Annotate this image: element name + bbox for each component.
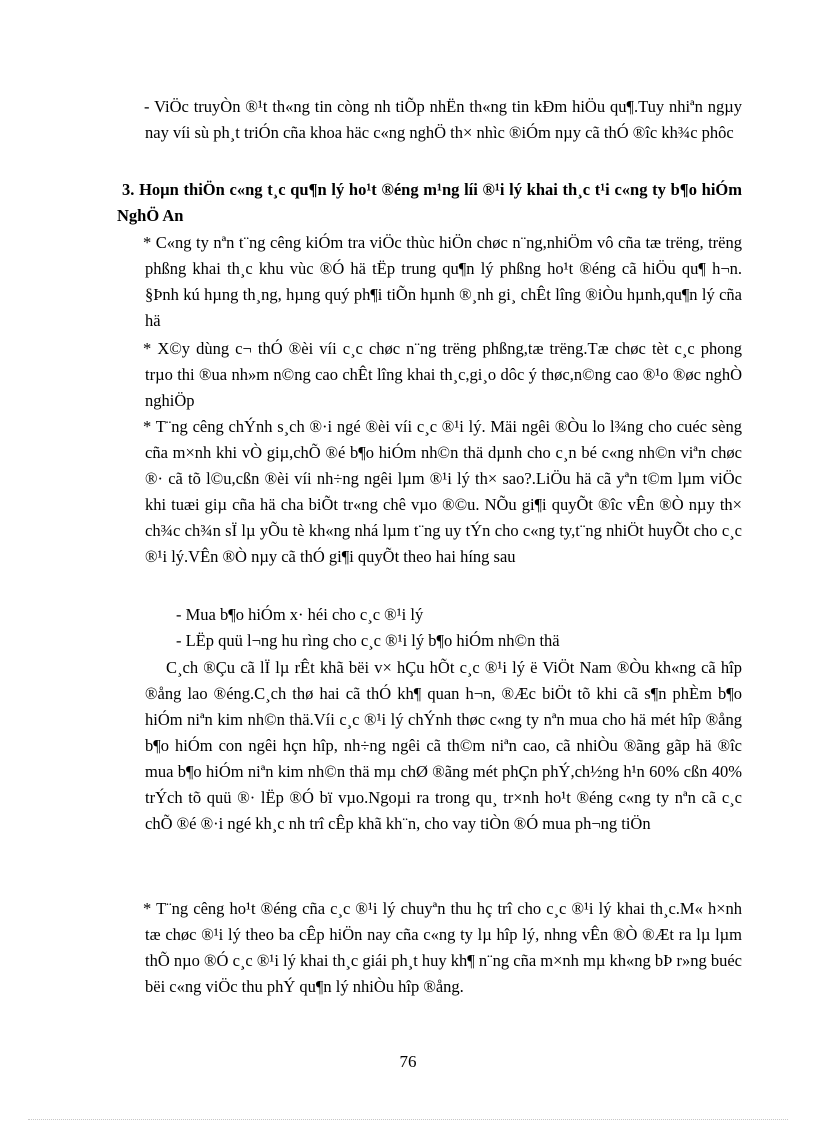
page-number: 76: [399, 1052, 417, 1071]
page-bottom-divider: [28, 1119, 788, 1120]
paragraph-transmission: - ViÖc truyÒn ®¹t th«ng tin còng nh tiÕp nhËn th«ng tin kÐm hiÖu qu¶.Tuy nhiªn ngµy nay víi sù ph¸t triÓn cña khoa häc c«ng nghÖ th× nhìc ®iÓm nµy cã thÓ ®îc kh¾c phôc: [144, 97, 742, 142]
paragraph-first-method: C¸ch ®Çu cã lÏ lµ rÊt khã bëi v× hÇu hÕt c¸c ®¹i lý ë ViÖt Nam ®Òu kh«ng cã hîp ®ång lao ®éng.C¸ch thø hai cã thÓ kh¶ quan h¬n, ®Æc biÖt tõ khi cã s¶n phÈm b¶o hiÓm niªn kim nh©n thä.Víi c¸c ®¹i lý chÝnh thøc c«ng ty nªn mua cho hä mét hîp ®ång b¶o hiÓm con ngêi hçn hîp, nh÷ng ngêi cã th©m niªn cao, cã nhiÒu ®ãng gãp hä ®îc mua b¶o hiÓm niªn kim nh©n thä mµ chØ ®ãng mét phÇn phÝ,ch½ng h¹n 60% cßn 40% trÝch tõ quü ®· lËp ®Ó bï vµo.Ngoµi ra trong qu¸ tr×nh ho¹t ®éng c«ng ty nªn cã c¸c chÕ ®é ®·i ngé kh¸c nh trî cÊp khã kh¨n, cho vay tiÒn ®Ó mua ph¬ng tiÖn: [145, 658, 742, 833]
paragraph-inspection: * C«ng ty nªn t¨ng cêng kiÓm tra viÖc thùc hiÖn chøc n¨ng,nhiÖm vô cña tæ trëng, trëng phßng khai th¸c khu vùc ®Ó hä tËp trung qu¶n lý phßng ho¹t ®éng cã hiÖu qu¶ h¬n. §Þnh kú hµng th¸ng, hµng quý ph¶i tiÕn hµnh ®¸nh gi¸ chÊt lîng ®iÒu hµnh,qu¶n lý cña hä: [143, 233, 742, 330]
section-heading-3: 3. Hoµn thiÖn c«ng t¸c qu¶n lý ho¹t ®éng m¹ng líi ®¹i lý khai th¸c t¹i c«ng ty b¶o hiÓm NghÖ An: [117, 180, 742, 225]
paragraph-welfare-policy: * T¨ng cêng chÝnh s¸ch ®·i ngé ®èi víi c¸c ®¹i lý. Mäi ngêi ®Òu lo l¾ng cho cuéc sèng cña m×nh khi vÒ giµ,chÕ ®é b¶o hiÓm nh©n thä dµnh cho c¸n bé c«ng nh©n viªn chøc ®· cã tõ l©u,cßn ®èi víi nh÷ng ngêi lµm ®¹i lý th× sao?.LiÖu hä cã yªn t©m lµm viÖc khi tuæi giµ cña hä cha biÕt tr«ng chê vµo ®©u. NÕu gi¶i quyÕt ®îc vÊn ®Ò nµy th× ch¾c ch¾n sÏ lµ yÕu tè kh«ng nhá lµm t¨ng uy tÝn cho c«ng ty,t¨ng nhiÖt huyÕt cho c¸c ®¹i lý.VÊn ®Ò nµy cã thÓ gi¶i quyÕt theo hai híng sau: [143, 417, 742, 566]
list-item-social-insurance: - Mua b¶o hiÓm x· héi cho c¸c ®¹i lý: [176, 605, 424, 624]
list-item-pension-fund: - LËp quü l¬ng hu rìng cho c¸c ®¹i lý b¶o hiÓm nh©n thä: [176, 631, 560, 650]
paragraph-build-structure: * X©y dùng c¬ thÓ ®èi víi c¸c chøc n¨ng trëng phßng,tæ trëng.Tæ chøc tèt c¸c phong trµo thi ®ua nh»m n©ng cao chÊt lîng khai th¸c,gi¸o dôc ý thøc,n©ng cao ®¹o ®øc nghÒ nghiÖp: [143, 339, 742, 410]
paragraph-collection-agents: * T¨ng cêng ho¹t ®éng cña c¸c ®¹i lý chuyªn thu hç trî cho c¸c ®¹i lý khai th¸c.M« h×nh tæ chøc ®¹i lý theo ba cÊp hiÖn nay cña c«ng ty lµ hîp lý, nhng vÊn ®Ò ®Æt ra lµ lµm thÕ nµo ®Ó c¸c ®¹i lý khai th¸c giái ph¸t huy kh¶ n¨ng cña m×nh mµ kh«ng bÞ r»ng buéc bëi c«ng viÖc thu phÝ qu¶n lý nhiÒu hîp ®ång.: [143, 899, 742, 996]
